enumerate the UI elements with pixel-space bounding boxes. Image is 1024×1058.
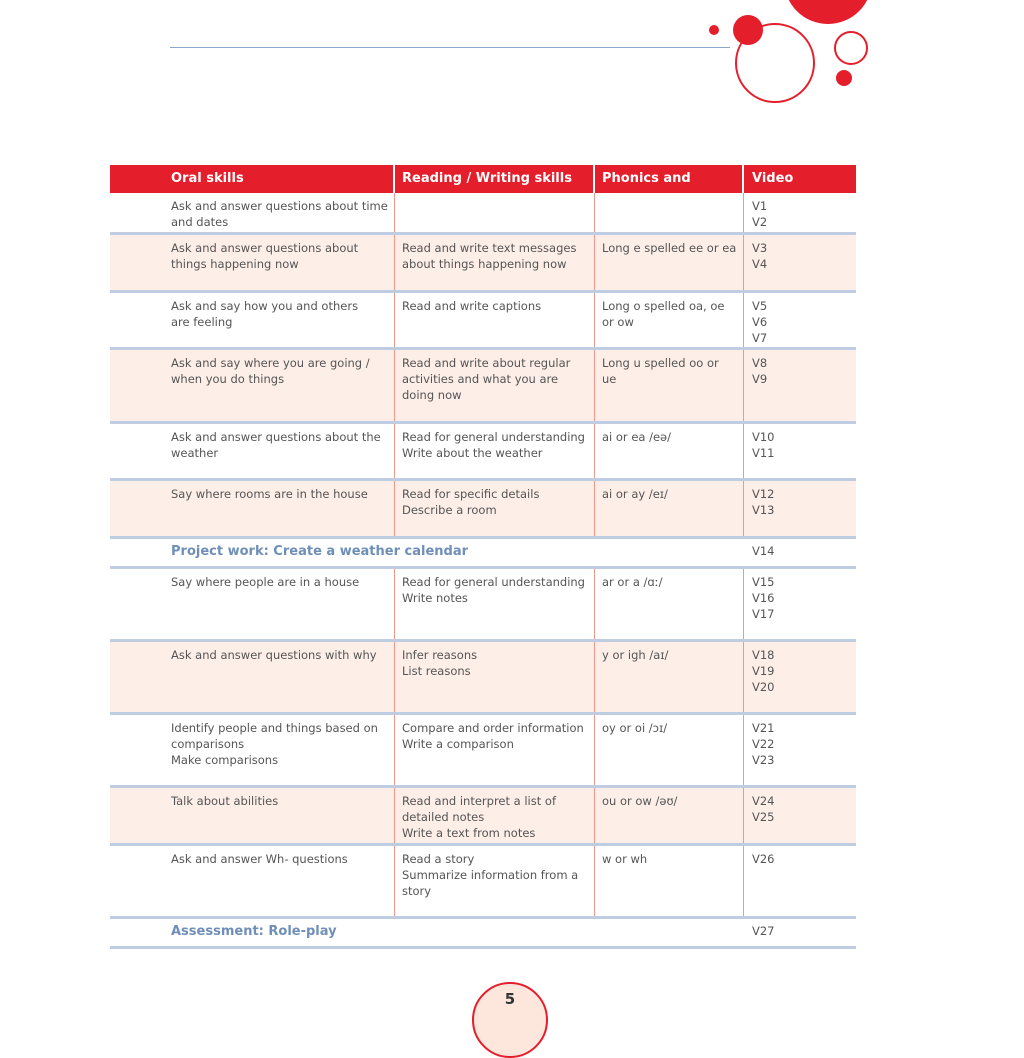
table-row [110,481,856,539]
cell-phonics [595,193,744,232]
table-row [110,788,856,846]
cell-oral: Say where rooms are in the house [110,481,395,536]
table-body [110,193,856,949]
cell-video: V14 [752,544,775,558]
cell-video: V10 V11 [752,430,775,460]
cell-reading: Read and interpret a list of detailed notes Write a text from notes [395,788,595,843]
header-oral-skills: Oral skills [110,165,395,193]
table-row [110,642,856,715]
cell-phonics: Long e spelled ee or ea [595,235,744,290]
cell-oral: Ask and answer questions about things happening now [110,235,395,290]
cell-phonics: ai or ea /eə/ [595,424,744,478]
table-section-row [110,539,856,569]
cell-oral: Ask and answer Wh- questions [110,846,395,916]
cell-reading: Infer reasons List reasons [395,642,595,712]
cell-video: V18 V19 V20 [752,648,775,694]
cell-video: V1 V2 [752,199,768,229]
cell-phonics: ar or a /ɑː/ [595,569,744,639]
cell-oral: Ask and answer questions with why [110,642,395,712]
decorative-circles [0,0,1024,110]
header-phonics: Phonics and spelling [595,165,744,193]
header-reading-writing: Reading / Writing skills [395,165,595,193]
cell-video: V5 V6 V7 [752,299,768,345]
cell-phonics: ai or ay /eɪ/ [595,481,744,536]
section-title: Project work: Create a weather calendar [171,544,469,559]
cell-video: V21 V22 V23 [752,721,775,767]
page-number-badge [472,982,548,1058]
cell-video: V26 [752,852,775,866]
cell-reading: Read and write about regular activities and what you are doing now [395,350,595,421]
cell-video: V24 V25 [752,794,775,824]
cell-reading: Read for specific details Describe a room [395,481,595,536]
header-video: Video [752,171,794,186]
cell-oral: Ask and answer questions about time and dates [110,193,395,232]
table-row [110,715,856,788]
table-row [110,235,856,293]
cell-reading: Read and write captions [395,293,595,347]
cell-reading: Read and write text messages about things happening now [395,235,595,290]
cell-phonics: y or igh /aɪ/ [595,642,744,712]
cell-phonics: Long u spelled oo or ue [595,350,744,421]
cell-oral: Ask and say how you and others are feeling [110,293,395,347]
cell-phonics: Long o spelled oa, oe or ow [595,293,744,347]
cell-oral: Ask and answer questions about the weather [110,424,395,478]
table-row [110,350,856,424]
table-row [110,569,856,642]
cell-phonics: w or wh [595,846,744,916]
cell-phonics: oy or oi /ɔɪ/ [595,715,744,785]
table-section-row [110,919,856,949]
table-row [110,193,856,235]
cell-reading: Compare and order information Write a comparison [395,715,595,785]
page-number: 5 [504,990,516,1008]
table-row [110,846,856,919]
cell-reading: Read a story Summarize information from a story [395,846,595,916]
table-row [110,424,856,481]
cell-oral: Identify people and things based on comparisons Make comparisons [110,715,395,785]
cell-oral: Ask and say where you are going / when you do things [110,350,395,421]
cell-video: V8 V9 [752,356,768,386]
cell-oral: Say where people are in a house [110,569,395,639]
cell-phonics: ou or ow /əʊ/ [595,788,744,843]
cell-video: V15 V16 V17 [752,575,775,621]
cell-video: V27 [752,924,775,938]
cell-reading [395,193,595,232]
table-row [110,293,856,350]
cell-video: V12 V13 [752,487,775,517]
cell-reading: Read for general understanding Write notes [395,569,595,639]
section-title: Assessment: Role-play [171,924,337,939]
syllabus-table [110,165,856,949]
cell-video: V3 V4 [752,241,768,271]
cell-reading: Read for general understanding Write about the weather [395,424,595,478]
cell-oral: Talk about abilities [110,788,395,843]
